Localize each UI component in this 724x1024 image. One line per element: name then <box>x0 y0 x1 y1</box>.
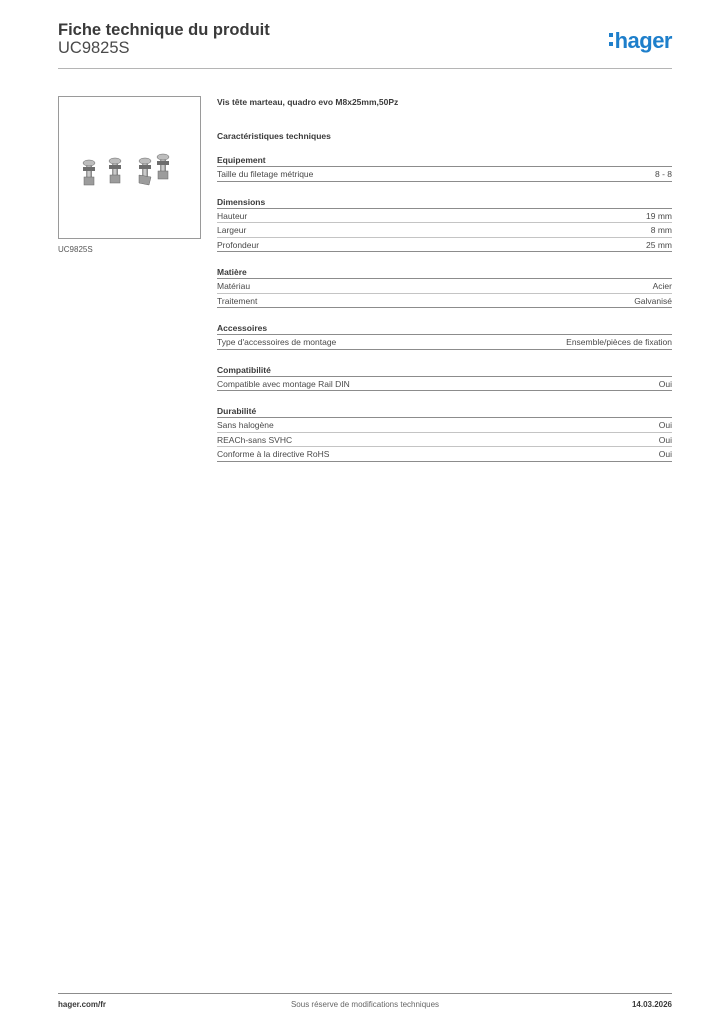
spec-value: 25 mm <box>646 239 672 250</box>
product-image <box>58 96 201 239</box>
spec-label: Profondeur <box>217 239 260 250</box>
spec-row <box>217 377 672 392</box>
spec-group-title: Equipement <box>217 154 672 167</box>
spec-row <box>217 223 672 238</box>
product-reference: UC9825S <box>58 39 130 57</box>
spec-row <box>217 447 672 462</box>
spec-row <box>217 209 672 224</box>
spec-group-title: Compatibilité <box>217 364 672 377</box>
spec-group-title: Matière <box>217 266 672 279</box>
page-header <box>58 21 672 69</box>
spec-group <box>217 154 672 182</box>
spec-label: REACh-sans SVHC <box>217 434 293 445</box>
spec-group <box>217 364 672 392</box>
spec-group-title: Accessoires <box>217 322 672 335</box>
spec-group <box>217 266 672 308</box>
screw-3 <box>139 158 151 185</box>
screw-2 <box>109 158 121 183</box>
spec-row <box>217 294 672 309</box>
spec-value: Acier <box>652 281 672 291</box>
product-name: Vis tête marteau, quadro evo M8x25mm,50Pz <box>217 97 399 107</box>
spec-label: Compatible avec montage Rail DIN <box>217 378 350 389</box>
page-footer <box>58 993 672 1013</box>
spec-value: Oui <box>658 434 672 445</box>
spec-row <box>217 238 672 253</box>
spec-label: Traitement <box>217 295 258 306</box>
spec-value: 8 - 8 <box>654 169 672 179</box>
specifications <box>217 96 672 476</box>
spec-group-title: Durabilité <box>217 405 672 418</box>
screw-4 <box>157 154 169 179</box>
spec-row <box>217 167 672 182</box>
spec-label: Largeur <box>217 225 247 235</box>
spec-row <box>217 418 672 433</box>
hager-logo <box>609 29 672 57</box>
spec-value: Oui <box>658 420 672 430</box>
document-title: Fiche technique du produit <box>58 21 270 39</box>
hammer-head-screws-image <box>59 97 200 238</box>
spec-label: Hauteur <box>217 210 248 221</box>
spec-value: Ensemble/pièces de fixation <box>566 337 672 347</box>
screw-1 <box>83 160 95 185</box>
spec-value: Galvanisé <box>634 295 672 306</box>
footer-website: hager.com/fr <box>58 1000 107 1009</box>
spec-label: Sans halogène <box>217 420 274 430</box>
spec-label: Conforme à la directive RoHS <box>217 449 330 459</box>
spec-label: Type d'accessoires de montage <box>217 337 337 347</box>
spec-group <box>217 322 672 350</box>
spec-value: Oui <box>658 449 672 459</box>
image-caption: UC9825S <box>58 245 93 254</box>
spec-row <box>217 279 672 294</box>
logo-text: hager <box>614 28 672 53</box>
spec-row <box>217 433 672 448</box>
spec-label: Taille du filetage métrique <box>217 169 314 179</box>
spec-value: 8 mm <box>650 225 672 235</box>
logo-dots-icon <box>609 29 613 51</box>
footer-disclaimer: Sous réserve de modifications techniques <box>290 1000 440 1009</box>
spec-value: 19 mm <box>646 210 672 221</box>
spec-row <box>217 335 672 350</box>
footer-date: 14.03.2026 <box>631 1000 672 1009</box>
spec-group <box>217 405 672 462</box>
spec-group-title: Dimensions <box>217 196 672 209</box>
spec-groups <box>217 154 672 462</box>
spec-value: Oui <box>658 378 672 389</box>
characteristics-title: Caractéristiques techniques <box>217 131 331 141</box>
spec-label: Matériau <box>217 281 251 291</box>
spec-group <box>217 196 672 253</box>
